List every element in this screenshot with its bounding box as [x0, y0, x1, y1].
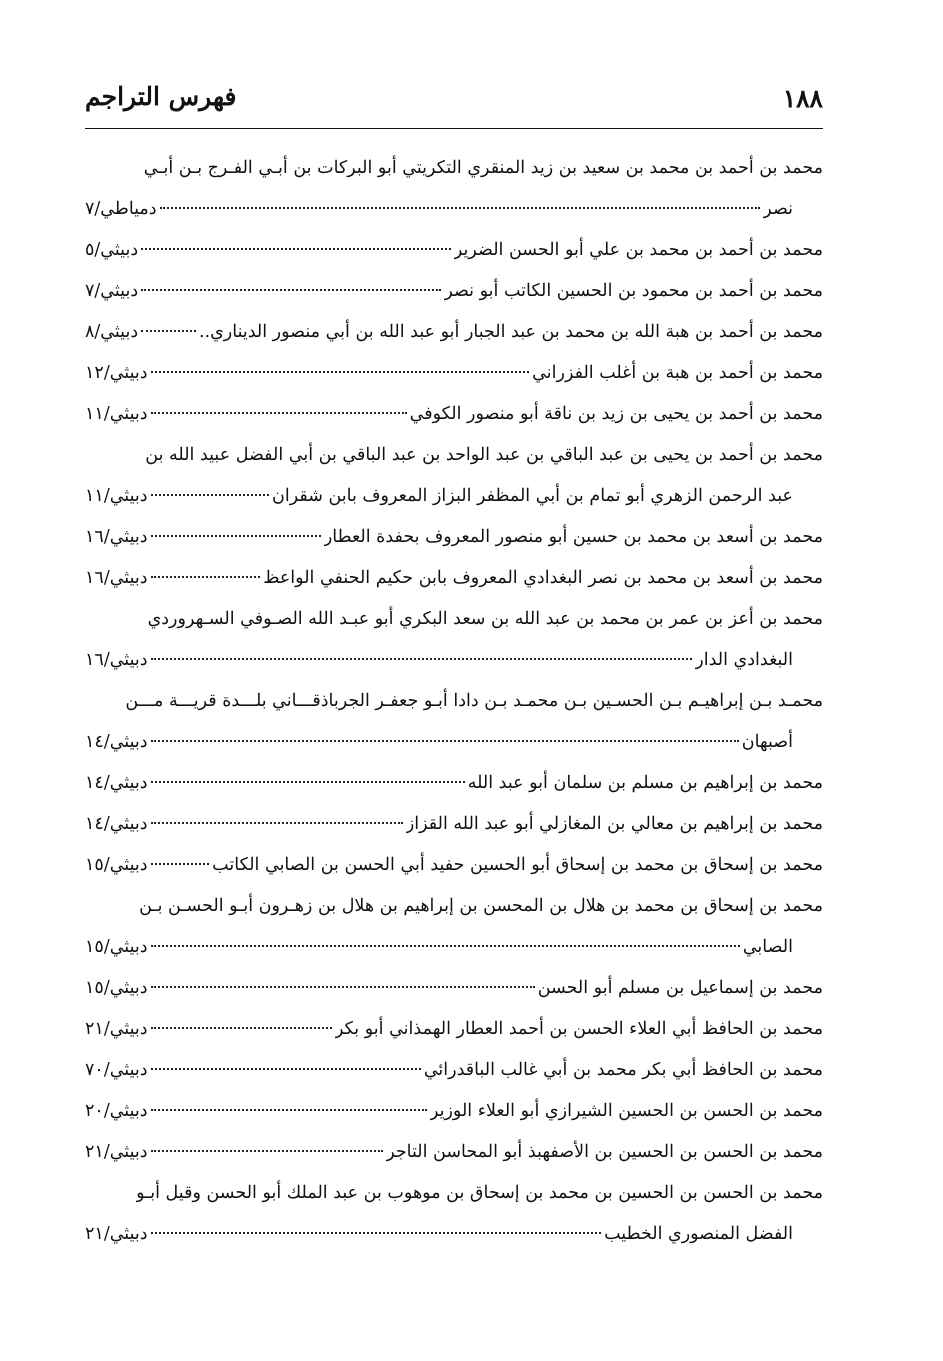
- index-entry: [85, 558, 823, 599]
- entry-reference: دبيثي/١٥: [85, 937, 148, 957]
- entry-reference: دبيثي/١٦: [85, 568, 148, 588]
- entry-name: محمد بن أسعد بن محمد بن حسين أبو منصور المعروف بحفدة العطار: [323, 527, 823, 547]
- entry-reference: دبيثي/٧: [85, 281, 139, 301]
- entry-reference: دمياطي/٧: [85, 199, 157, 219]
- entry-reference: دبيثي/١٢: [85, 363, 148, 383]
- entry-name: محمد بن أعز بن عمر بن محمد بن عبد الله بن سعد البكري أبو عبـد الله الصـوفي السـهروردي: [147, 609, 823, 629]
- dot-leader: [151, 1027, 332, 1029]
- entry-reference: دبيثي/١٤: [85, 814, 148, 834]
- entry-reference: دبيثي/٢٠: [85, 1101, 148, 1121]
- entry-name: محمد بن أسعد بن محمد بن نصر البغدادي المعروف بابن حكيم الحنفي الواعظ: [263, 568, 823, 588]
- entry-line: [85, 763, 823, 804]
- entry-line: [85, 230, 823, 271]
- entry-line: [85, 599, 823, 640]
- entry-reference: دبيثي/١٦: [85, 527, 148, 547]
- dot-leader: [151, 412, 407, 414]
- index-entry: [85, 353, 823, 394]
- entry-continuation-line: [85, 189, 823, 230]
- index-entry: [85, 271, 823, 312]
- entry-continuation-line: [85, 927, 823, 968]
- entry-line: [85, 1009, 823, 1050]
- entry-line: [85, 681, 823, 722]
- entry-name: الصابي: [742, 937, 793, 957]
- header-rule: [85, 128, 823, 129]
- entry-reference: دبيثي/١٦: [85, 650, 148, 670]
- entry-name: محمد بن الحافظ أبي بكر محمد بن أبي غالب الباقدرائي: [423, 1060, 823, 1080]
- dot-leader: [151, 781, 465, 783]
- entry-name: محمد بن أحمد بن يحيى بن زيد بن ناقة أبو منصور الكوفي: [409, 404, 823, 424]
- entry-name: محمد بن أحمد بن يحيى بن عبد الباقي بن عبد الواحد بن عبد الباقي بن أبي الفضل عبيد الله بن: [145, 445, 823, 465]
- entry-line: [85, 435, 823, 476]
- dot-leader: [160, 207, 761, 209]
- index-entry: [85, 804, 823, 845]
- page-title: فهرس التراجم: [85, 82, 237, 111]
- entry-line: [85, 517, 823, 558]
- entry-name: محمد بن الحسن بن الحسين بن الأصفهبذ أبو المحاسن التاجر: [386, 1142, 823, 1162]
- index-entry: [85, 1050, 823, 1091]
- entry-line: [85, 886, 823, 927]
- entry-line: [85, 1091, 823, 1132]
- entry-line: [85, 1173, 823, 1214]
- dot-leader: [151, 371, 530, 373]
- entry-name: محمد بن أحمد بن هبة الله بن محمد بن عبد الجبار أبو عبد الله بن أبي منصور الديناري..: [198, 322, 823, 342]
- dot-leader: [151, 822, 403, 824]
- dot-leader: [151, 1150, 384, 1152]
- entry-name: محمد بن أحمد بن محمد بن علي أبو الحسن الضرير: [453, 240, 823, 260]
- dot-leader: [151, 1109, 427, 1111]
- dot-leader: [151, 1068, 421, 1070]
- dot-leader: [141, 330, 196, 332]
- dot-leader: [151, 494, 269, 496]
- entry-reference: دبيثي/١١: [85, 486, 148, 506]
- entry-line: [85, 271, 823, 312]
- entry-reference: دبيثي/١٥: [85, 855, 148, 875]
- entry-name: البغدادي الدار: [695, 650, 793, 670]
- entry-continuation-line: [85, 476, 823, 517]
- index-entry: [85, 394, 823, 435]
- entry-name: محمد بن الحسن بن الحسين بن محمد بن إسحاق بن موهوب بن عبد الملك أبو الحسن وقيل أبـو: [136, 1183, 823, 1203]
- dot-leader: [151, 658, 693, 660]
- dot-leader: [141, 248, 451, 250]
- dot-leader: [151, 1232, 602, 1234]
- entry-reference: دبيثي/٧٠: [85, 1060, 148, 1080]
- page-number: ١٨٨: [782, 84, 823, 113]
- dot-leader: [151, 986, 535, 988]
- dot-leader: [151, 576, 261, 578]
- index-entry: [85, 845, 823, 886]
- entry-reference: دبيثي/٢١: [85, 1142, 148, 1162]
- index-entry: [85, 1009, 823, 1050]
- dot-leader: [151, 535, 321, 537]
- entry-name: محمد بن إسحاق بن محمد بن هلال بن المحسن بن إبراهيم بن هلال بن زهـرون أبـو الحسـن بـن: [139, 896, 823, 916]
- entry-name: أصبهان: [741, 732, 793, 752]
- entry-line: [85, 394, 823, 435]
- index-entry: [85, 517, 823, 558]
- entry-line: [85, 312, 823, 353]
- entry-line: [85, 1050, 823, 1091]
- index-entry: [85, 312, 823, 353]
- entry-reference: دبيثي/٢١: [85, 1019, 148, 1039]
- entry-reference: دبيثي/١١: [85, 404, 148, 424]
- entry-continuation-line: [85, 1214, 823, 1255]
- entry-name: محمد بن أحمد بن هبة بن أغلب الفزراني: [532, 363, 823, 383]
- entry-reference: دبيثي/٥: [85, 240, 139, 260]
- index-entry: [85, 763, 823, 804]
- index-entry: [85, 681, 823, 763]
- entry-line: [85, 1132, 823, 1173]
- dot-leader: [151, 945, 740, 947]
- entry-line: [85, 968, 823, 1009]
- entry-name: عبد الرحمن الزهري أبو تمام بن أبي المظفر البزاز المعروف بابن شقران: [272, 486, 793, 506]
- entry-reference: دبيثي/١٥: [85, 978, 148, 998]
- dot-leader: [151, 740, 739, 742]
- index-entry: [85, 968, 823, 1009]
- entry-reference: دبيثي/١٤: [85, 773, 148, 793]
- entry-name: محمـد بـن إبراهيـم بـن الحسـين بـن محمـد بـن دادا أبـو جعفـر الجرباذقـــاني بلـــدة قريـــة مـــن: [125, 691, 823, 711]
- entry-name: محمد بن إسماعيل بن مسلم أبو الحسن: [537, 978, 823, 998]
- entry-continuation-line: [85, 640, 823, 681]
- entry-name: محمد بن أحمد بن محمود بن الحسين الكاتب أبو نصر: [444, 281, 823, 301]
- dot-leader: [151, 863, 210, 865]
- entry-name: محمد بن إبراهيم بن مسلم بن سلمان أبو عبد الله: [467, 773, 823, 793]
- index-entry: [85, 148, 823, 230]
- index-entry: [85, 886, 823, 968]
- biography-index-list: [85, 148, 823, 1255]
- entry-reference: دبيثي/١٤: [85, 732, 148, 752]
- entry-line: [85, 845, 823, 886]
- entry-line: [85, 148, 823, 189]
- entry-name: محمد بن إبراهيم بن معالي بن المغازلي أبو عبد الله القزاز: [405, 814, 823, 834]
- entry-line: [85, 804, 823, 845]
- entry-continuation-line: [85, 722, 823, 763]
- index-entry: [85, 435, 823, 517]
- entry-reference: دبيثي/٢١: [85, 1224, 148, 1244]
- entry-line: [85, 558, 823, 599]
- index-entry: [85, 1132, 823, 1173]
- index-entry: [85, 1091, 823, 1132]
- entry-name: محمد بن أحمد بن محمد بن سعيد بن زيد المنقري التكريتي أبو البركات بن أبـي الفـرج بـن أبـي: [143, 158, 823, 178]
- entry-name: محمد بن الحافظ أبي العلاء الحسن بن أحمد العطار الهمذاني أبو بكر: [334, 1019, 823, 1039]
- entry-name: نصر: [763, 199, 793, 219]
- index-entry: [85, 230, 823, 271]
- page-header: [85, 78, 823, 128]
- entry-line: [85, 353, 823, 394]
- entry-name: محمد بن الحسن بن الحسين الشيرازي أبو العلاء الوزير: [429, 1101, 823, 1121]
- entry-name: محمد بن إسحاق بن محمد بن إسحاق أبو الحسين حفيد أبي الحسن بن الصابي الكاتب: [212, 855, 823, 875]
- entry-name: الفضل المنصوري الخطيب: [604, 1224, 793, 1244]
- index-entry: [85, 599, 823, 681]
- dot-leader: [141, 289, 441, 291]
- entry-reference: دبيثي/٨: [85, 322, 139, 342]
- index-entry: [85, 1173, 823, 1255]
